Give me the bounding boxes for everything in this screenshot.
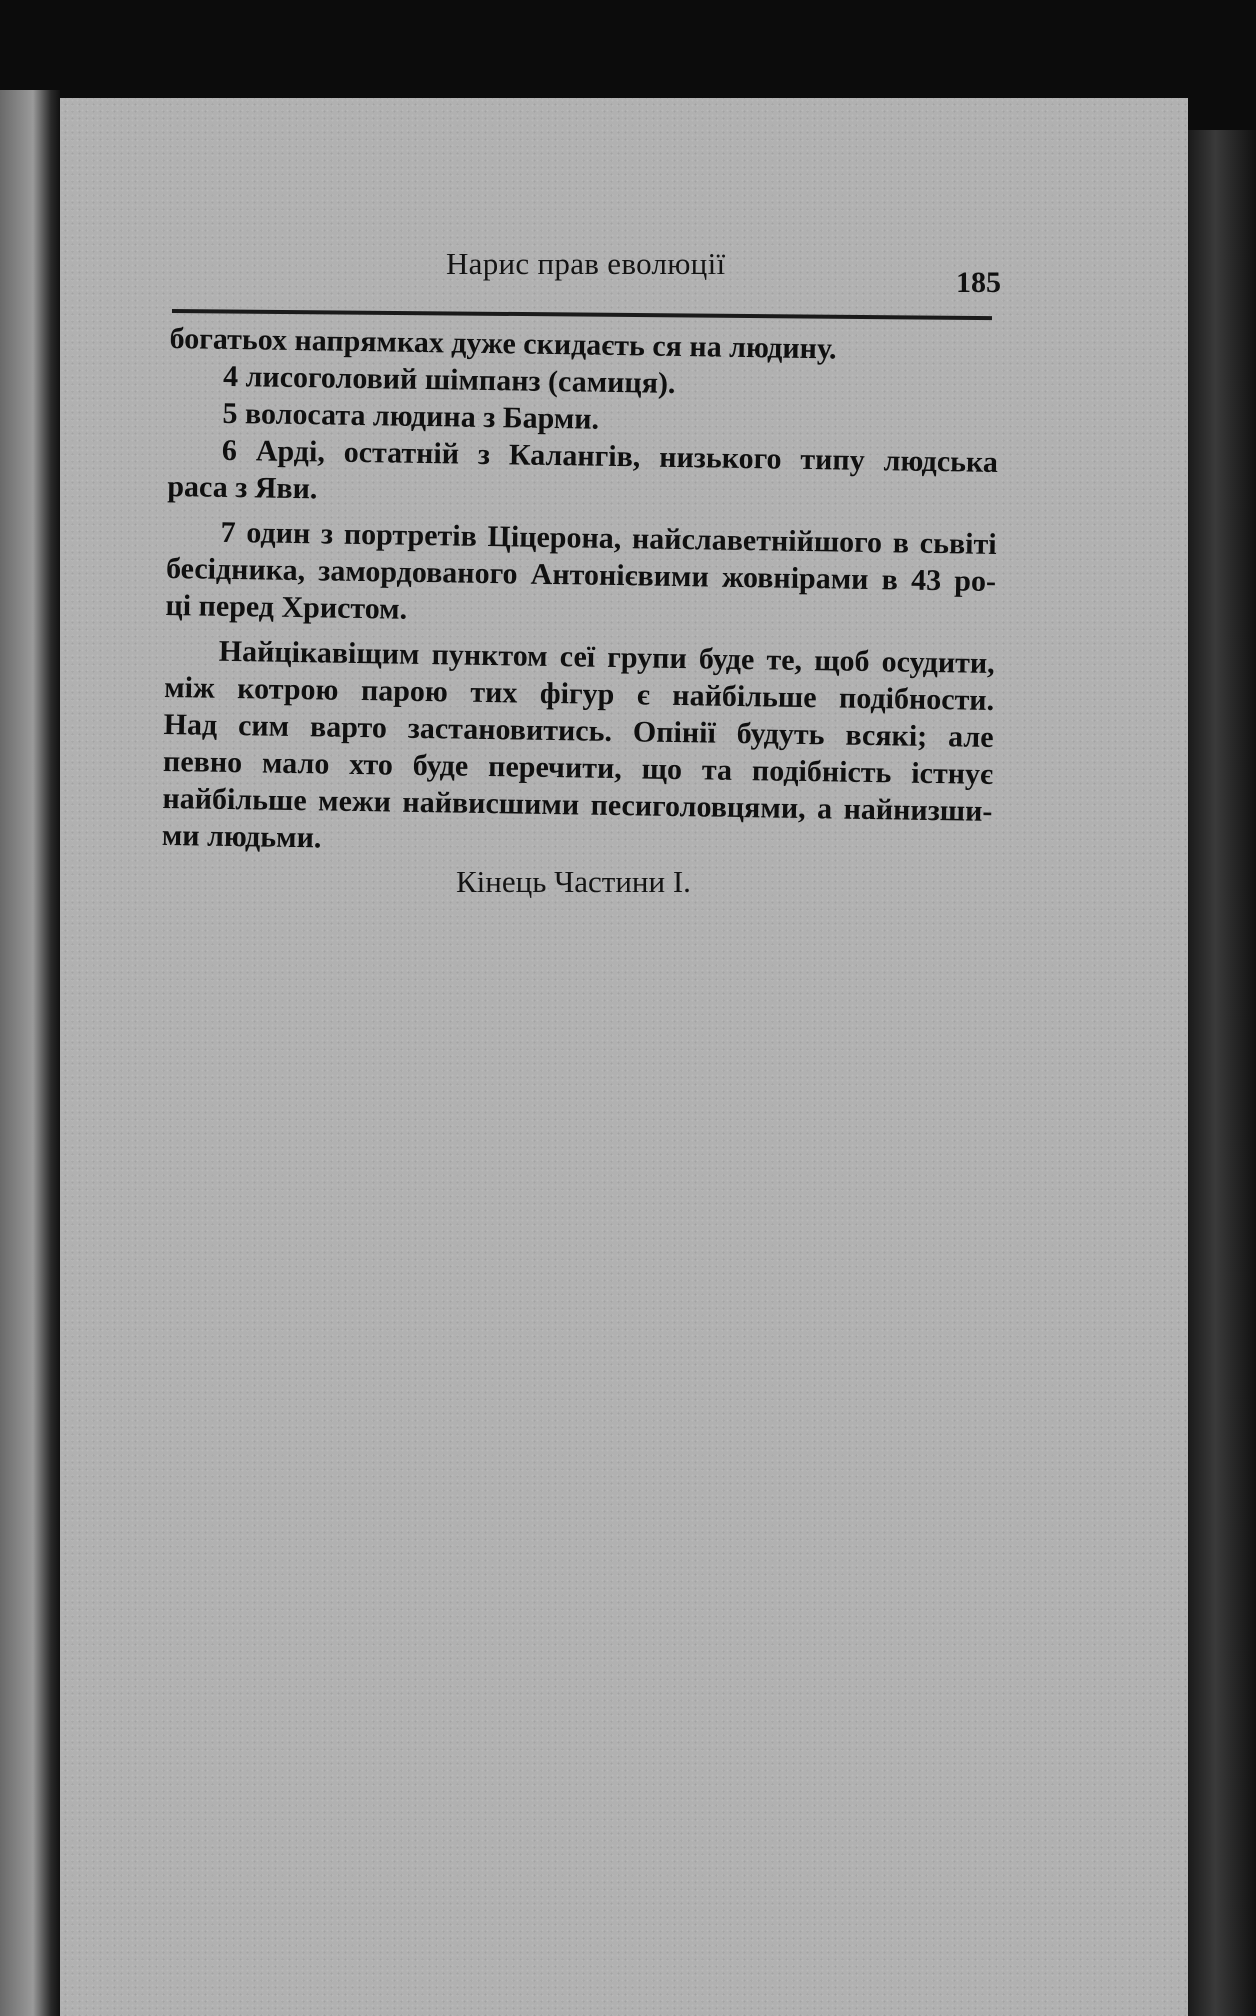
text-line: 6 Арді, остатній з Калангів, низького типу людська	[221, 433, 999, 480]
book-spine-edge	[0, 90, 60, 2016]
text-line: ці перед Христом.	[165, 588, 408, 626]
text-line: ми людьми.	[161, 818, 322, 855]
text-line: певно мало хто буде перечити, що та подібність істнує	[162, 744, 994, 791]
page-stack-edge	[1188, 130, 1256, 2016]
text-line: між котрою парою тих фігур є найбільше подібности.	[163, 670, 995, 717]
page-number: 185	[956, 266, 1001, 299]
text-line: Над сим варто застановитись. Опінії будуть всякі; але	[163, 707, 994, 754]
text-line: найбільше межи найвисшими песиголовцями, а найнизши-	[162, 781, 993, 828]
text-line: 7 один з портретів Ціцерона, найславетнійшого в сьвіті	[220, 515, 997, 562]
text-line: Найцікавіщим пунктом сеї групи буде те, щоб осудити,	[218, 634, 995, 680]
text-line: бесідника, замордованого Антонієвими жовнірами в 43 ро-	[165, 551, 997, 599]
text-line: 4 лисоголовий шімпанз (самиця).	[222, 359, 676, 400]
running-header-title: Нарис прав еволюції	[446, 246, 726, 281]
text-line: раса з Яви.	[167, 469, 318, 506]
body-text	[162, 320, 1000, 867]
text-line: богатьох напрямках дуже скидаєть ся на людину.	[169, 321, 837, 366]
text-line: 5 волосата людина з Барми.	[222, 396, 600, 436]
end-of-part-text: Кінець Частини I.	[456, 864, 691, 899]
